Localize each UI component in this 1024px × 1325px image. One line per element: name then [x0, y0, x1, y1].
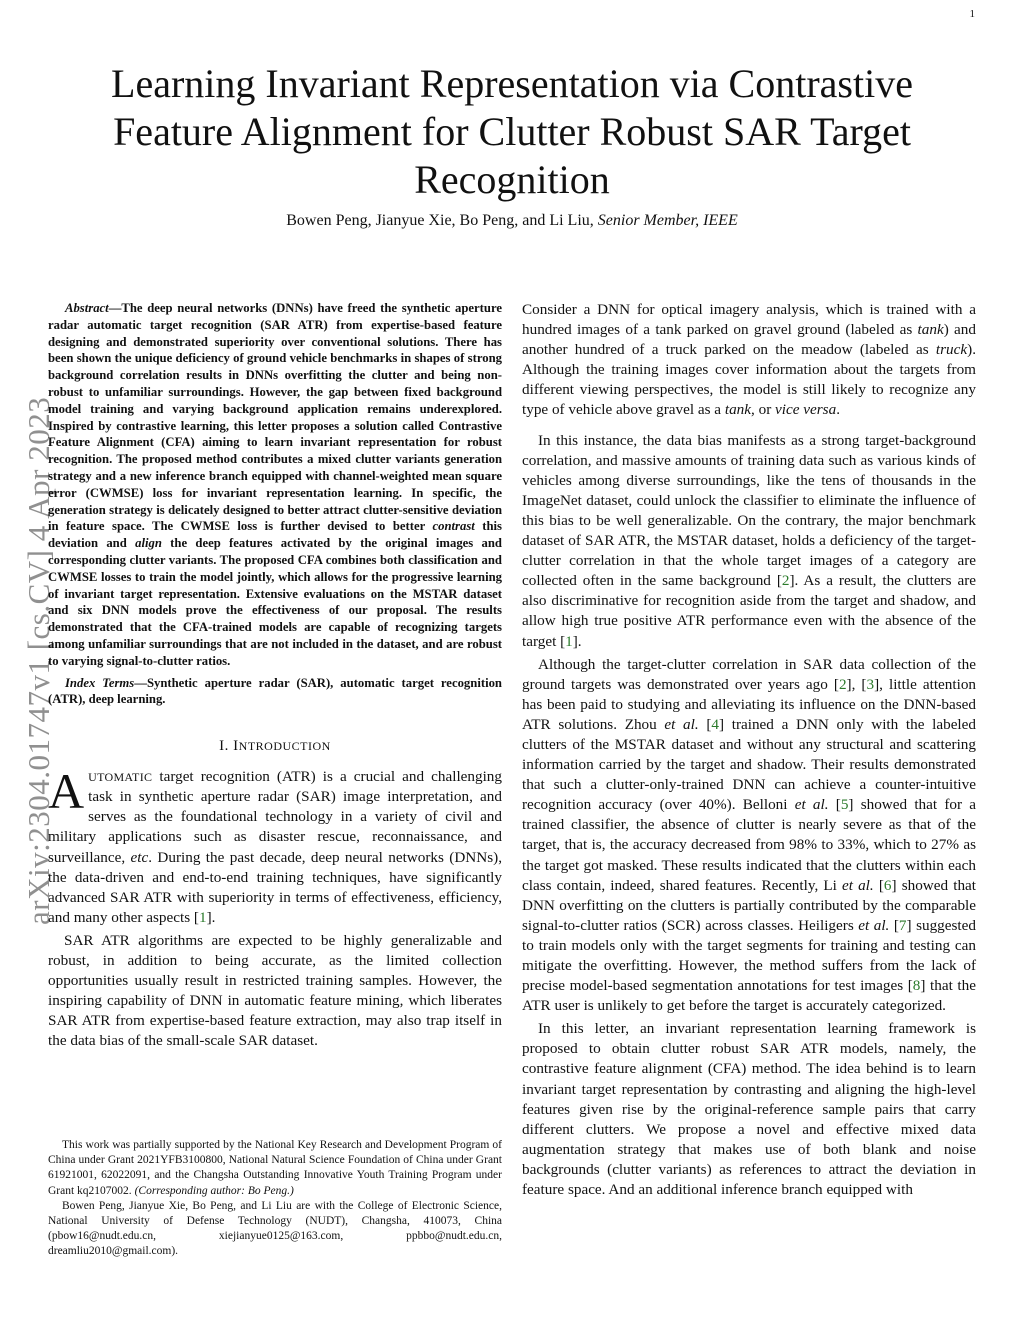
r3-b: ], [ [846, 675, 867, 693]
left-column [48, 300, 502, 1051]
citation-link[interactable]: 6 [883, 876, 892, 894]
footnote-corresponding: (Corresponding author: Bo Peng.) [134, 1184, 294, 1197]
citation-link[interactable]: 1 [198, 908, 207, 926]
r3-d: [ [698, 715, 712, 733]
footnote-funding [48, 1138, 502, 1199]
r3-em-etal: et al. [794, 796, 829, 814]
footnote [48, 1138, 502, 1260]
r3-l: ] that the ATR user is unlikely to get before the target is accurately categorized. [522, 977, 976, 1015]
index-terms [48, 675, 502, 709]
abstract-lead: Abstract [65, 301, 109, 315]
r3-a: Although the target-clutter correlation in SAR data collection of the ground targets was demonstrated over years ago [ [522, 655, 976, 693]
abstract [48, 300, 502, 670]
r3-em-etal: et al. [858, 916, 890, 934]
r3-i: ] showed that DNN overfitting on the clutters is partially contributed by the comparable signal-to-clutter ratios (SCR) across classes. Heiligers [522, 876, 976, 934]
intro-text-a: target recognition (ATR) is a crucial and challenging task in synthetic aperture radar (SAR) image interpretation, and serves as the foundational technology in a variety of civil and military applications such as disaster rescue, reconnaissance, and surveillance, [48, 768, 502, 866]
r1-em-tank: tank [917, 321, 944, 339]
r1-em-truck: truck [935, 341, 968, 359]
index-terms-lead: Index Terms [65, 675, 135, 690]
arxiv-stamp: arXiv:2304.01747v1 [cs.CV] 4 Apr 2023 [21, 396, 56, 925]
abstract-text-3: the deep features activated by the original images and corresponding clutter variants. The proposed CFA combines both classification and CWMSE losses to train the model jointly, which allows for the progressive learning of invariant target representation. Extensive evaluations on the MSTAR dataset and six DNN models prove the effectiveness of our proposal. The results demonstrated that the CFA-trained models are capable of recognizing targets among unfamiliar surroundings that are not included in the dataset, and are robust to varying signal-to-clutter ratios. [48, 536, 502, 668]
abstract-emph-contrast: contrast [432, 519, 475, 534]
citation-link[interactable]: 3 [866, 675, 875, 693]
intro-text-c: ]. [206, 908, 216, 926]
r3-em-etal: et al. [842, 876, 874, 894]
citation-link[interactable]: 2 [838, 675, 847, 693]
r1-b: ) and another hundred of a truck parked on the meadow (labeled as [522, 321, 976, 359]
r2-c: ]. [572, 632, 582, 650]
footnote-funding-text: This work was partially supported by the National Key Research and Development Program of China under Grant 2021YFB3100800, National Natural Science Foundation of China under Grant 61921001, 62022091, and the Changsha Outstanding Innovative Youth Training Program under Grant kq2107002. [48, 1139, 502, 1197]
author-names: Bowen Peng, Jianyue Xie, Bo Peng, and Li Liu, [286, 212, 594, 229]
citation-link[interactable]: 8 [912, 977, 921, 995]
paper-title: Learning Invariant Representation via Contrastive Feature Alignment for Clutter Robust SAR Target Recognition [111, 61, 913, 202]
section-heading-introduction [48, 738, 502, 755]
citation-link[interactable]: 7 [898, 916, 907, 934]
r3-em-etal: et al. [664, 715, 699, 733]
section-title-rest: NTRODUCTION [238, 739, 331, 754]
citation-link[interactable]: 5 [840, 796, 849, 814]
r3-f: [ [828, 796, 841, 814]
citation-link[interactable]: 1 [565, 632, 573, 650]
right-column [522, 300, 976, 1200]
section-initial: I [233, 738, 239, 755]
r3-h: [ [873, 876, 884, 894]
right-paragraph-4: In this letter, an invariant representation learning framework is proposed to obtain clutter robust SAR ATR models, namely, the contrastive feature alignment (CFA) method. The idea behind is to learn invariant target representation by contrasting and aligning the high-level features given rise by the original-reference sample pairs that carry different clutters. We propose a novel and effective mixed data augmentation strategy that makes use of both blank and noise backgrounds (clutter variants) as references to attract the deviation in feature space. And an additional inference branch equipped with [522, 1020, 976, 1199]
index-terms-text: —Synthetic aperture radar (SAR), automatic target recognition (ATR), deep learning. [48, 675, 502, 707]
right-paragraph-3 [522, 655, 976, 1017]
intro-paragraph-1 [48, 763, 503, 928]
intro-paragraph-2: SAR ATR algorithms are expected to be highly generalizable and robust, in addition to being accurate, as the limited collection opportunities usually result in restricted training samples. However, the inspiring capability of DNN in automatic feature mining, which liberates SAR ATR from expertise-based feature extraction, may also trap itself in the data bias of the small-scale SAR dataset. [48, 931, 502, 1050]
right-paragraph-1 [522, 300, 976, 421]
r2-b: ]. As a result, the clutters are also discriminative for recognition aside from the target and shadow, and allow high true positive ATR performance even with the absence of the target [ [522, 572, 976, 650]
drop-cap: A [48, 763, 85, 820]
author-line [60, 211, 964, 231]
r3-e: ] trained a DNN only with the labeled clutters of the MSTAR dataset and without any structural and scattering information carried by the target and shadow. Their results demonstrated that such a clutter-only-trained DNN can achieve a counter-intuitive recognition accuracy (over 40%). Belloni [522, 715, 976, 814]
page-number: 1 [969, 8, 975, 20]
r3-j: [ [889, 916, 899, 934]
r1-a: Consider a DNN for optical imagery analysis, which is trained with a hundred images of a tank parked on gravel ground (labeled as [522, 301, 976, 339]
right-paragraph-2 [522, 431, 976, 652]
r1-e: . [836, 401, 840, 419]
abstract-emph-align: align [135, 536, 162, 551]
r2-a: In this instance, the data bias manifests as a strong target-background correlation, and massive amounts of training data such as various kinds of vehicles among diverse surroundings, like the tens of thousands in the ImageNet dataset, could unlock the classifier to eliminate the influence of this bias to be well generalizable. On the contrary, the major benchmark dataset of SAR ATR, the MSTAR dataset, holds a deficiency of the target-clutter correlation in that the whole target images of a category are collected often in the same background [ [522, 431, 976, 590]
intro-text-b: . During the past decade, deep neural networks (DNNs), the data-driven and end-to-end training techniques, have significantly advanced SAR ATR with superiority in terms of effectiveness, efficiency, and many other aspects [ [48, 848, 503, 926]
author-credential: Senior Member, IEEE [597, 212, 738, 229]
r1-em-vice-versa: vice versa [775, 401, 837, 419]
abstract-text-1: —The deep neural networks (DNNs) have freed the synthetic aperture radar automatic target recognition (SAR ATR) from expertise-based feature designing and demonstrated superiority over conventional solutions. There has been shown the unique deficiency of ground vehicle benchmarks in shapes of strong background correlation results in DNNs overfitting the clutter and being non-robust to unfamiliar surroundings. However, the gap between fixed background model training and varying background application remains underexplored. Inspired by contrastive learning, this letter proposes a solution called Contrastive Feature Alignment (CFA) aiming to learn invariant representation for robust recognition. The proposed method contributes a mixed clutter variants generation strategy and a new inference branch equipped with channel-weighted mean square error (CWMSE) loss for invariant representation learning. In specific, the generation strategy is delicately designed to better attract clutter-sensitive deviation in feature space. The CWMSE loss is further devised to better [48, 301, 502, 534]
r1-c: ). Although the training images cover information about the targets from different viewing perspectives, the model is still likely to recognize any type of vehicle above gravel as a [522, 341, 976, 419]
r3-k: ] suggested to train models only with the target segments for training and testing can mitigate the overfitting. However, the method suffers from the lack of precise model-based segmentation annotations for test images [ [522, 916, 976, 995]
r3-g: ] showed that for a trained classifier, the absence of clutter is nearly severe as that of the target, that is, the accuracy decreased from 98% to 33%, which to 27% as the target got masked. These results indicated that the clutters within each class contain, indeed, shared features. Recently, Li [522, 796, 977, 894]
r1-d: , or [751, 401, 776, 419]
intro-emph-etc: etc [130, 848, 149, 866]
citation-link[interactable]: 4 [711, 715, 719, 733]
r1-em-tank-2: tank [724, 401, 751, 419]
intro-smallcaps: UTOMATIC [88, 770, 153, 785]
abstract-text-2: this deviation and [48, 519, 502, 551]
r3-c: ], little attention has been paid to studying and alleviating its influence on the DNN-based ATR solutions. Zhou [522, 675, 977, 733]
footnote-affiliation: Bowen Peng, Jianyue Xie, Bo Peng, and Li Liu are with the College of Electronic Science, National University of Defense Technology (NUDT), Changsha, 410073, China (pbow16@nudt.edu.cn, xiejianyue0125@163.com, ppbbo@nudt.edu.cn, dreamliu2010@gmail.com). [48, 1199, 502, 1258]
section-numeral: I. [219, 738, 229, 755]
citation-link[interactable]: 2 [781, 572, 790, 590]
